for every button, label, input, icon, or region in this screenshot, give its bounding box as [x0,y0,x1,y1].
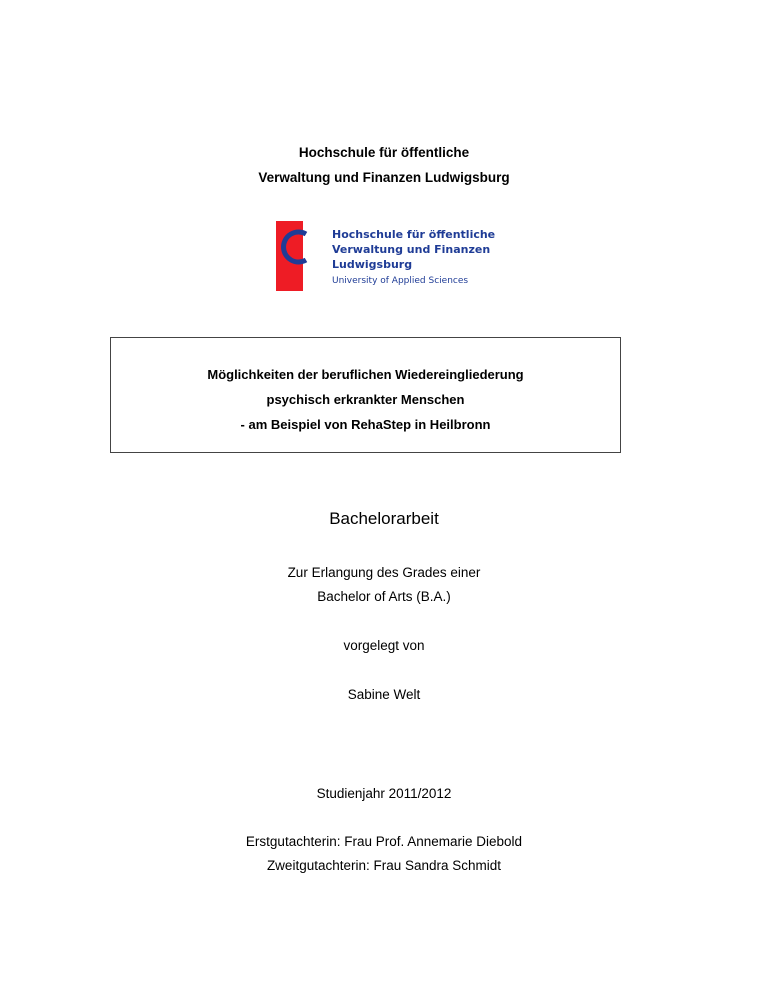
degree-statement [0,561,768,609]
reviewers [0,830,768,878]
author-name: Sabine Welt [347,687,421,702]
university-logo [276,221,516,293]
thesis-title-line-1: Möglichkeiten der beruflichen Wiedereingliederung [207,367,524,382]
logo-wordmark [332,227,495,290]
document-type: Bachelorarbeit [329,509,439,528]
logo-arc-icon [276,227,316,267]
logo-line-1: Hochschule für öffentliche [332,228,496,241]
second-reviewer: Zweitgutachterin: Frau Sandra Schmidt [266,858,502,873]
first-reviewer: Erstgutachterin: Frau Prof. Annemarie Diebold [245,834,523,849]
institution-line-2: Verwaltung und Finanzen Ludwigsburg [258,170,510,185]
study-year: Studienjahr 2011/2012 [316,786,452,801]
institution-line-1: Hochschule für öffentliche [298,145,470,160]
thesis-title-box [110,337,621,453]
logo-line-4: University of Applied Sciences [332,276,469,286]
logo-line-2: Verwaltung und Finanzen [332,243,491,256]
degree-line-2: Bachelor of Arts (B.A.) [317,589,451,604]
thesis-title-line-3: - am Beispiel von RehaStep in Heilbronn [240,417,491,432]
submitted-by-label: vorgelegt von [343,638,425,653]
thesis-title-line-2: psychisch erkrankter Menschen [266,392,465,407]
institution-heading [0,140,768,190]
logo-line-3: Ludwigsburg [332,258,413,271]
degree-line-1: Zur Erlangung des Grades einer [287,565,481,580]
